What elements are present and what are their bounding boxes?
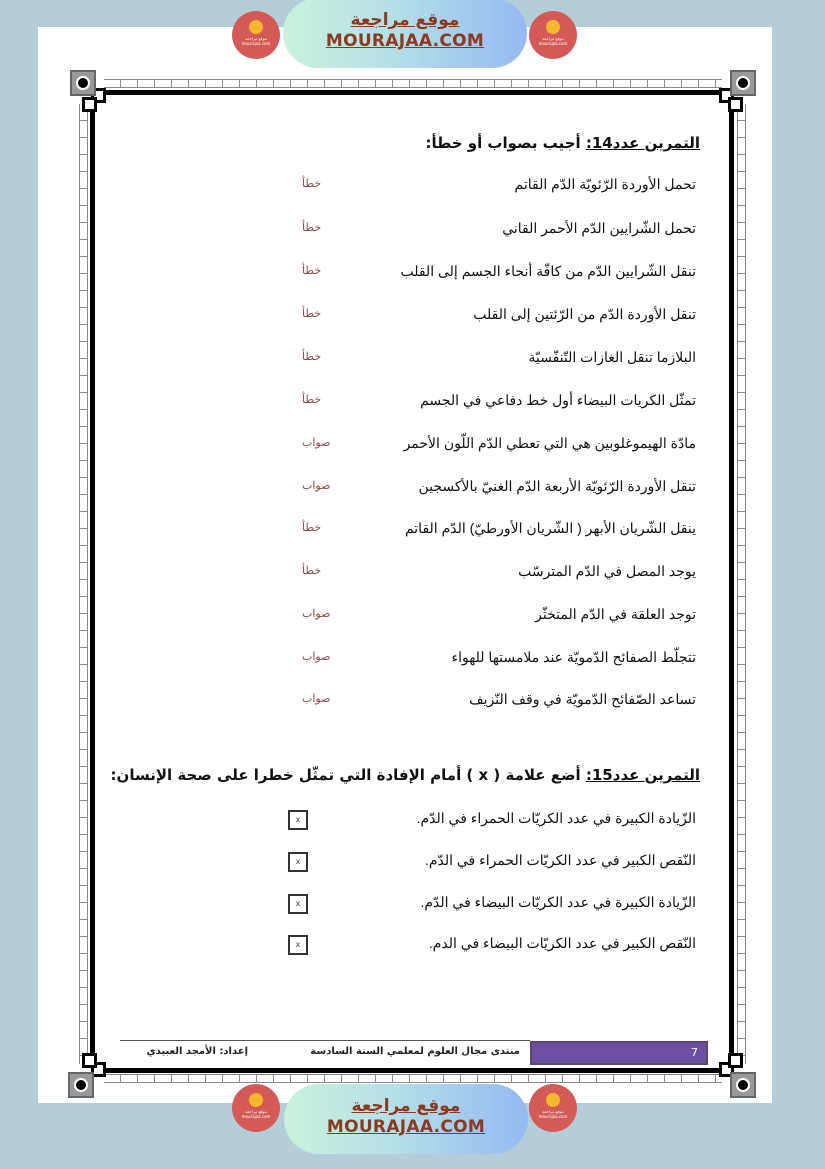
checkbox-row: [120, 894, 700, 918]
frame-corner-ornament-icon: [68, 1072, 94, 1098]
frame-step-decoration: [82, 97, 97, 112]
frame-corner-ornament-icon: [730, 70, 756, 96]
true-false-row: [120, 520, 700, 544]
exercise-14-instruction: أجيب بصواب أو خطأ:: [425, 134, 581, 152]
answer-text: صواب: [302, 607, 331, 620]
statement-text: تنقل الأوردة الرّئويّة الأربعة الدّم الغنيّ بالأكسجين: [418, 478, 696, 494]
footer-author: إعداد: الأمجد العبيدي: [146, 1046, 248, 1057]
answer-text: خطأ: [302, 264, 322, 277]
exercise-14-title: [425, 134, 700, 152]
answer-text: خطأ: [302, 564, 322, 577]
badge-text-ar: موقع مراجعة: [542, 1109, 564, 1114]
answer-text: خطأ: [302, 393, 322, 406]
statement-text: الزّيادة الكبيرة في عدد الكريّات الحمراء في الدّم.: [416, 810, 696, 826]
answer-checkbox[interactable]: x: [288, 852, 308, 872]
true-false-row: [120, 435, 700, 459]
answer-text: خطأ: [302, 221, 322, 234]
frame-step-decoration: [728, 1053, 743, 1068]
true-false-row: [120, 263, 700, 287]
checkbox-row: [120, 810, 700, 834]
page-number: 7: [691, 1046, 698, 1059]
frame-rail-right: [737, 104, 746, 1064]
frame-corner-ornament-icon: [70, 70, 96, 96]
true-false-row: [120, 563, 700, 587]
statement-text: تنقل الشّرايين الدّم من كافّة أنحاء الجسم إلى القلب: [400, 263, 696, 279]
exercise-14-label: التمرين عدد14:: [585, 134, 700, 152]
answer-text: صواب: [302, 436, 331, 449]
watermark-banner-bottom[interactable]: [284, 1084, 528, 1154]
true-false-row: [120, 691, 700, 715]
statement-text: ينقل الشّريان الأبهر ( الشّريان الأورطيّ) الدّم القاتم: [404, 520, 696, 536]
answer-text: خطأ: [302, 350, 322, 363]
statement-text: تتجلّط الصفائح الدّمويّة عند ملامستها للهواء: [451, 649, 696, 665]
frame-corner-ornament-icon: [730, 1072, 756, 1098]
answer-text: صواب: [302, 692, 331, 705]
statement-text: تساعد الصّفائح الدّمويّة في وقف النّزيف: [469, 691, 696, 707]
badge-text-en: mourajaa.com: [538, 1114, 568, 1119]
watermark-latin: MOURAJAA.COM: [325, 31, 485, 51]
answer-checkbox[interactable]: x: [288, 894, 308, 914]
page-number-bar: [530, 1041, 708, 1065]
answer-text: خطأ: [302, 307, 322, 320]
answer-text: خطأ: [302, 177, 322, 190]
site-logo-badge: [232, 11, 280, 59]
frame-line-bottom: [100, 1068, 728, 1073]
checkbox-row: [120, 935, 700, 959]
badge-text-ar: موقع مراجعة: [542, 36, 564, 41]
true-false-row: [120, 220, 700, 244]
watermark-arabic: موقع مراجعة: [350, 10, 460, 30]
true-false-row: [120, 176, 700, 200]
badge-text-ar: موقع مراجعة: [245, 1109, 267, 1114]
logo-icon: [249, 20, 263, 34]
watermark-latin: MOURAJAA.COM: [326, 1117, 486, 1137]
site-logo-badge: [529, 11, 577, 59]
answer-text: صواب: [302, 650, 331, 663]
site-logo-badge: [529, 1084, 577, 1132]
badge-text-ar: موقع مراجعة: [245, 36, 267, 41]
true-false-row: [120, 349, 700, 373]
exercise-15-title: [111, 766, 700, 784]
true-false-row: [120, 392, 700, 416]
answer-text: صواب: [302, 479, 331, 492]
logo-icon: [546, 20, 560, 34]
true-false-row: [120, 649, 700, 673]
watermark-arabic: موقع مراجعة: [351, 1096, 461, 1116]
frame-rail-bottom: [104, 1074, 722, 1083]
badge-text-en: mourajaa.com: [538, 41, 568, 46]
statement-text: الزّيادة الكبيرة في عدد الكريّات البيضاء في الدّم.: [420, 894, 696, 910]
answer-checkbox[interactable]: x: [288, 810, 308, 830]
statement-text: تحمل الأوردة الرّئويّة الدّم القاتم: [514, 176, 696, 192]
statement-text: النّقص الكبير في عدد الكريّات الحمراء في الدّم.: [424, 852, 696, 868]
frame-step-decoration: [82, 1053, 97, 1068]
statement-text: يوجد المصل في الدّم المترسّب: [518, 563, 696, 579]
statement-text: تحمل الشّرايين الدّم الأحمر القاني: [502, 220, 696, 236]
exercise-15-label: التمرين عدد15:: [585, 766, 700, 784]
true-false-row: [120, 478, 700, 502]
statement-text: توجد العلقة في الدّم المتخثّر: [535, 606, 696, 622]
statement-text: تمثّل الكريات البيضاء أول خط دفاعي في الجسم: [420, 392, 696, 408]
frame-line-left: [90, 100, 95, 1068]
frame-step-decoration: [728, 97, 743, 112]
answer-checkbox[interactable]: x: [288, 935, 308, 955]
statement-text: النّقص الكبير في عدد الكريّات البيضاء في الدم.: [428, 935, 696, 951]
footer-divider: [120, 1040, 530, 1041]
statement-text: تنقل الأوردة الدّم من الرّئتين إلى القلب: [473, 306, 696, 322]
frame-rail-left: [79, 104, 88, 1064]
badge-text-en: mourajaa.com: [241, 41, 271, 46]
statement-text: البلازما تنقل الغازات التّنفّسيّة: [528, 349, 696, 365]
logo-icon: [546, 1093, 560, 1107]
frame-line-right: [729, 100, 734, 1068]
badge-text-en: mourajaa.com: [241, 1114, 271, 1119]
watermark-banner-top[interactable]: [283, 0, 527, 68]
true-false-row: [120, 306, 700, 330]
frame-line-top: [100, 90, 728, 95]
statement-text: مادّة الهيموغلوبين هي التي تعطي الدّم اللّون الأحمر: [403, 435, 696, 451]
answer-text: خطأ: [302, 521, 322, 534]
checkbox-row: [120, 852, 700, 876]
exercise-15-instruction: أضع علامة ( x ) أمام الإفادة التي تمثّل خطرا على صحة الإنسان:: [110, 766, 581, 784]
true-false-row: [120, 606, 700, 630]
logo-icon: [249, 1093, 263, 1107]
footer-forum-name: منتدى مجال العلوم لمعلمي السنة السادسة: [310, 1046, 520, 1057]
frame-rail-top: [104, 79, 722, 88]
site-logo-badge: [232, 1084, 280, 1132]
